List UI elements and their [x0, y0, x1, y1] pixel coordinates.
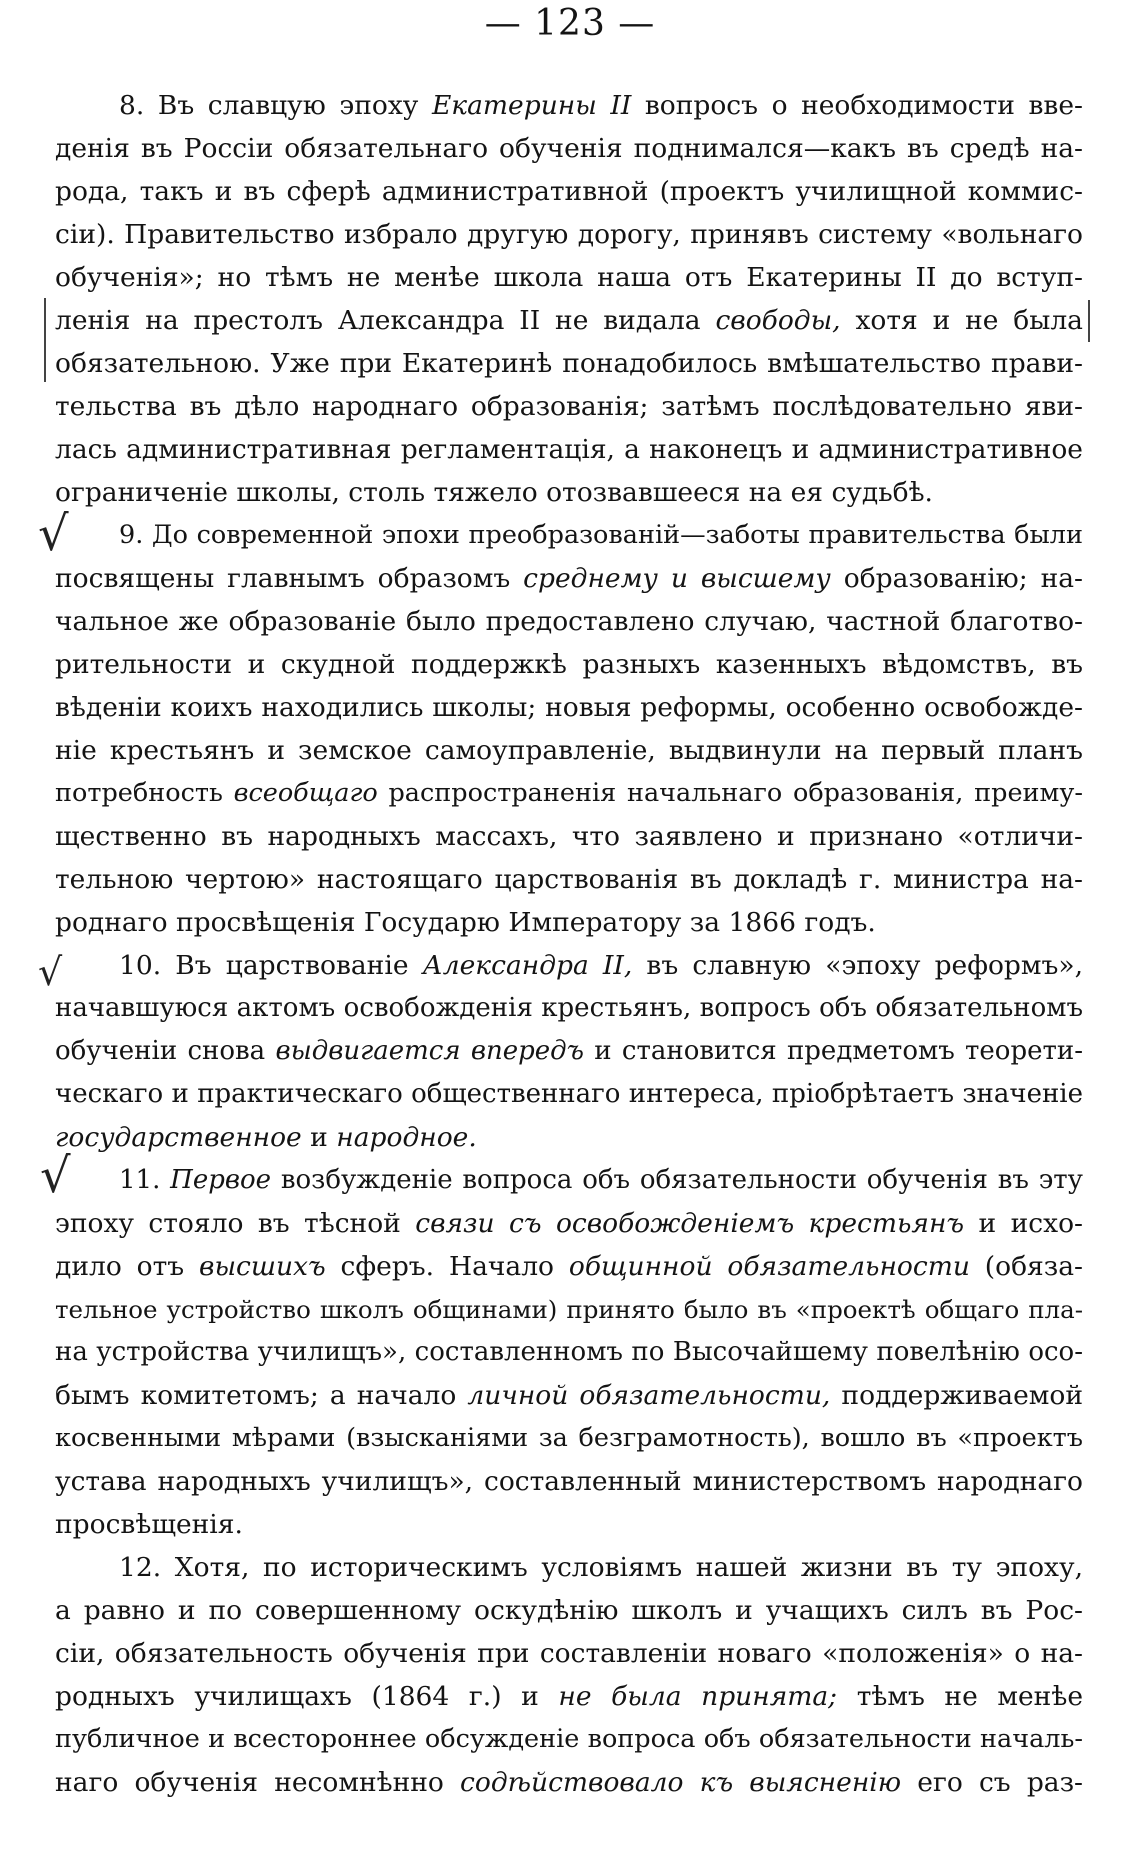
text-line — [55, 1417, 1083, 1460]
italic-run: Екатерины II — [431, 90, 632, 121]
italic-run: государственное — [55, 1122, 302, 1153]
text-line — [55, 944, 1083, 987]
text-line — [55, 1503, 1083, 1546]
italic-run: свободы, — [715, 305, 841, 336]
text-run: тѣмъ не менѣе — [837, 1681, 1083, 1712]
text-run: просвѣщенія. — [55, 1509, 243, 1540]
italic-run: связи съ освобожденіемъ крестьянъ — [415, 1208, 965, 1239]
text-line — [55, 1245, 1083, 1288]
italic-run: всеобщаго — [233, 778, 378, 808]
text-run: а равно и по совершенному оскудѣнію школъ и учащихъ силъ въ Рос- — [55, 1595, 1083, 1626]
text-line — [55, 643, 1083, 686]
text-run: сіи, обязательность обученія при составленіи новаго «положенія» о на- — [55, 1638, 1083, 1669]
text-line — [55, 1761, 1083, 1804]
text-run: 8. Въ славцую эпоху — [119, 90, 432, 121]
text-line — [55, 170, 1083, 213]
text-line — [55, 213, 1083, 256]
text-run: обязательною. Уже при Екатеринѣ понадобилось вмѣшательство прави- — [55, 348, 1083, 379]
text-run: потребность — [55, 778, 234, 808]
text-line — [55, 772, 1083, 815]
text-run: 10. Въ царствованіе — [119, 950, 423, 981]
text-run: и становится предметомъ теорети- — [583, 1036, 1083, 1066]
text-run: эпоху стояло въ тѣсной — [55, 1208, 416, 1239]
text-run: ограниченіе школы, столь тяжело отозвавшееся на ея судьбѣ. — [55, 477, 933, 508]
text-line — [55, 987, 1083, 1030]
page-number: — 123 — — [484, 3, 656, 44]
text-line — [55, 1073, 1083, 1116]
text-run: роднаго просвѣщенія Государю Императору за 1866 годъ. — [55, 907, 876, 938]
text-line — [55, 385, 1083, 428]
italic-run: Александра II, — [422, 950, 633, 981]
text-run: возбужденіе вопроса объ обязательности обученія въ эту — [271, 1165, 1083, 1195]
body-text — [55, 84, 1083, 1804]
text-run: щественно въ народныхъ массахъ, что заявлено и признано «отличи- — [55, 821, 1083, 852]
text-line — [55, 1030, 1083, 1073]
text-line — [55, 557, 1083, 600]
text-run: косвенными мѣрами (взысканіями за безграмотность), вошло въ «проектъ — [55, 1423, 1083, 1453]
text-run: сіи). Правительство избрало другую дорогу, принявъ систему «вольнаго — [55, 219, 1083, 250]
checkmark-icon: √ — [38, 506, 69, 562]
text-line — [55, 471, 1083, 514]
text-line — [55, 256, 1083, 299]
text-run: въ славную «эпоху реформъ», — [632, 950, 1084, 981]
text-line — [55, 514, 1083, 557]
text-run: и исхо- — [964, 1208, 1083, 1239]
text-line — [55, 1675, 1083, 1718]
checkmark-icon: √ — [40, 1148, 71, 1204]
text-run: публичное и всестороннее обсужденіе вопроса объ обязательности началь- — [55, 1724, 1083, 1754]
italic-run: личной обязательности, — [467, 1380, 831, 1411]
italic-run: народное. — [336, 1122, 477, 1153]
text-line — [55, 84, 1083, 127]
text-line — [55, 600, 1083, 643]
text-run: ніе крестьянъ и земское самоуправленіе, выдвинули на первый планъ — [55, 735, 1083, 766]
text-run: вопросъ о необходимости вве- — [631, 90, 1083, 121]
italic-run: высшихъ — [199, 1251, 326, 1282]
text-run: посвящены главнымъ образомъ — [55, 563, 524, 594]
text-run: вѣденіи коихъ находились школы; новыя реформы, особенно освобожде- — [55, 692, 1083, 723]
italic-run: Первое — [170, 1165, 272, 1195]
text-run: денія въ Россіи обязательнаго обученія поднимался—какъ въ средѣ на- — [55, 133, 1083, 164]
text-line — [55, 1460, 1083, 1503]
text-run: рода, такъ и въ сферѣ административной (проектъ училищной коммис- — [55, 176, 1083, 207]
text-run: 11. — [119, 1165, 171, 1195]
text-run: обученіи снова — [55, 1036, 276, 1066]
text-line — [55, 1159, 1083, 1202]
text-line — [55, 1718, 1083, 1761]
text-run: начавшуюся актомъ освобожденія крестьянъ, вопросъ объ обязательномъ — [55, 993, 1083, 1023]
text-run: сферъ. Начало — [325, 1251, 569, 1282]
text-run: и — [301, 1122, 337, 1153]
text-line — [55, 858, 1083, 901]
text-run: ческаго и практическаго общественнаго интереса, пріобрѣтаетъ значеніе — [55, 1079, 1083, 1109]
text-line — [55, 729, 1083, 772]
text-run: чальное же образованіе было предоставлено случаю, частной благотво- — [55, 606, 1083, 637]
text-line — [55, 686, 1083, 729]
text-line — [55, 1632, 1083, 1675]
text-line — [55, 815, 1083, 858]
checkmark-icon: √ — [38, 950, 63, 994]
text-run: тельною чертою» настоящаго царствованія въ докладѣ г. министра на- — [55, 864, 1083, 895]
italic-run: среднему и высшему — [523, 563, 831, 594]
text-run: устава народныхъ училищъ», составленный министерствомъ народнаго — [55, 1466, 1083, 1497]
text-run: бымъ комитетомъ; а начало — [55, 1380, 468, 1411]
text-run: поддерживаемой — [830, 1380, 1083, 1411]
text-run: (обяза- — [969, 1251, 1083, 1282]
text-run: 12. Хотя, по историческимъ условіямъ нашей жизни въ ту эпоху, — [119, 1552, 1083, 1583]
text-line — [55, 1202, 1083, 1245]
italic-run: выдвигается впередъ — [275, 1036, 584, 1066]
text-line — [55, 1116, 1083, 1159]
text-line — [55, 1546, 1083, 1589]
text-run: его съ раз- — [901, 1767, 1083, 1798]
text-line — [55, 1331, 1083, 1374]
text-line — [55, 1374, 1083, 1417]
text-run: ленія на престолъ Александра II не видала — [55, 305, 716, 336]
text-line — [55, 127, 1083, 170]
text-run: лась административная регламентація, а наконецъ и административное — [55, 434, 1083, 465]
margin-bracket-right — [1088, 300, 1090, 342]
text-line — [55, 901, 1083, 944]
text-line — [55, 342, 1083, 385]
italic-run: содѣйствовало къ выясненію — [460, 1767, 902, 1798]
italic-run: общинной обязательности — [568, 1251, 970, 1282]
text-run: хотя и не была — [840, 305, 1083, 336]
italic-run: не была принята; — [558, 1681, 838, 1712]
text-run: распространенія начальнаго образованія, преиму- — [377, 778, 1083, 808]
text-run: 9. До современной эпохи преобразованій—заботы правительства были — [119, 520, 1083, 550]
text-run: обученія»; но тѣмъ не менѣе школа наша отъ Екатерины II до вступ- — [55, 262, 1083, 293]
text-run: тельное устройство школъ общинами) принято было въ «проектѣ общаго пла- — [55, 1295, 1083, 1324]
text-run: тельства въ дѣло народнаго образованія; затѣмъ послѣдовательно яви- — [55, 391, 1083, 422]
text-run: наго обученія несомнѣнно — [55, 1767, 461, 1798]
text-run: родныхъ училищахъ (1864 г.) и — [55, 1681, 559, 1712]
margin-bracket-left — [44, 298, 46, 382]
text-run: на устройства училищъ», составленномъ по Высочайшему повелѣнію осо- — [55, 1337, 1083, 1367]
text-run: рительности и скудной поддержкѣ разныхъ казенныхъ вѣдомствъ, въ — [55, 649, 1083, 680]
text-run: дило отъ — [55, 1251, 200, 1282]
text-line — [55, 1589, 1083, 1632]
text-line — [55, 428, 1083, 471]
text-line — [55, 299, 1083, 342]
text-line — [55, 1288, 1083, 1331]
text-run: образованію; на- — [830, 563, 1084, 594]
